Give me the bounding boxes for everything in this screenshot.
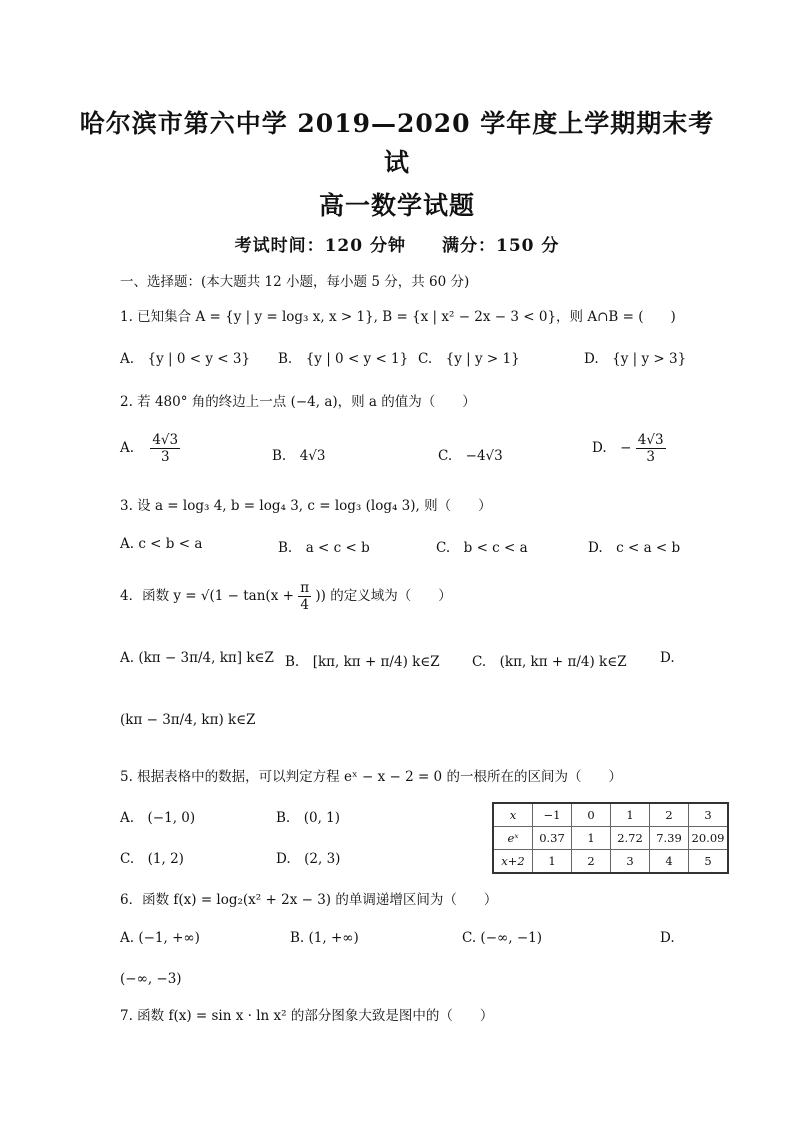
q4-option-d-label: D. [660, 650, 675, 666]
q1-option-b: B. {y | 0 < y < 1} [278, 351, 409, 367]
q5-option-b: B. (0, 1) [276, 810, 341, 826]
q2-option-d-denominator: 3 [646, 449, 655, 465]
q5-option-a: A. (−1, 0) [120, 810, 196, 826]
table-cell: 1 [572, 827, 611, 850]
table-cell: eˣ [493, 827, 533, 850]
table-cell: x [493, 803, 533, 827]
q6-option-d: (−∞, −3) [120, 971, 182, 987]
q3-option-b: B. a < c < b [278, 540, 370, 556]
table-cell: 5 [689, 850, 729, 874]
q3-stem: 3. 设 a = log₃ 4, b = log₄ 3, c = log₃ (log₄ 3), 则（ ） [120, 498, 492, 514]
q5-stem: 5. 根据表格中的数据，可以判定方程 eˣ − x − 2 = 0 的一根所在的区间为（ ） [120, 769, 622, 785]
q6-stem: 6．函数 f(x) = log₂(x² + 2x − 3) 的单调递增区间为（ ） [120, 892, 498, 908]
table-cell: 20.09 [689, 827, 729, 850]
table-row [493, 803, 728, 827]
q2-option-c: C. −4√3 [438, 448, 503, 464]
q4-stem-post: )) 的定义域为（ ） [315, 588, 452, 604]
q6-option-b: B. (1, +∞) [290, 930, 359, 946]
q1-option-a: A. {y | 0 < y < 3} [120, 351, 251, 367]
q4-stem-fraction [298, 580, 311, 613]
q5-option-d: D. (2, 3) [276, 851, 341, 867]
table-cell: 2 [650, 803, 689, 827]
q4-stem-numerator: π [300, 580, 310, 596]
q2-option-a-numerator: 4√3 [152, 432, 179, 448]
table-cell: 3 [611, 850, 650, 874]
q4-stem-denominator: 4 [300, 597, 309, 613]
table-cell: x+2 [493, 850, 533, 874]
q3-option-a: A. c < b < a [120, 536, 203, 552]
exam-title-line2: 试 [383, 148, 410, 177]
q4-option-b: B. [kπ, kπ + π/4) k∈Z [285, 654, 440, 670]
q3-option-d: D. c < a < b [588, 540, 681, 556]
q2-stem: 2. 若 480° 角的终边上一点 (−4, a)，则 a 的值为（ ） [120, 394, 476, 410]
q3-option-c: C. b < c < a [436, 540, 528, 556]
q2-option-a-label: A. [120, 440, 135, 456]
q2-option-a-fraction [150, 432, 180, 465]
exam-title-line1: 哈尔滨市第六中学 2019—2020 学年度上学期期末考 [79, 109, 715, 138]
table-cell: 0.37 [533, 827, 572, 850]
q4-stem-pre: 4．函数 y = √(1 − tan(x + [120, 588, 299, 604]
table-cell: 0 [572, 803, 611, 827]
q2-option-d-label: D. − [592, 440, 632, 456]
table-cell: 2.72 [611, 827, 650, 850]
table-row [493, 827, 728, 850]
q1-option-c: C. {y | y > 1} [418, 351, 520, 367]
section-heading: 一、选择题：(本大题共 12 小题，每小题 5 分，共 60 分) [120, 274, 470, 290]
table-cell: 7.39 [650, 827, 689, 850]
q7-stem: 7. 函数 f(x) = sin x · ln x² 的部分图象大致是图中的（ ） [120, 1008, 494, 1024]
q2-option-d [592, 432, 666, 465]
q2-option-a-denominator: 3 [160, 449, 170, 465]
table-cell: 3 [689, 803, 729, 827]
q4-stem [120, 580, 452, 613]
q4-option-d: (kπ − 3π/4, kπ) k∈Z [120, 712, 256, 728]
q5-option-c: C. (1, 2) [120, 851, 184, 867]
q6-option-c: C. (−∞, −1) [462, 930, 543, 946]
table-cell: 1 [533, 850, 572, 874]
table-cell: 1 [611, 803, 650, 827]
q2-option-b: B. 4√3 [272, 448, 326, 464]
exam-subtitle: 高一数学试题 [318, 191, 475, 220]
q1-stem: 1. 已知集合 A = {y | y = log₃ x, x > 1}, B = {x | x² − 2x − 3 < 0}，则 A∩B = ( ) [120, 309, 676, 325]
q5-data-table [492, 802, 729, 874]
q4-option-a: A. (kπ − 3π/4, kπ] k∈Z [120, 650, 274, 666]
q4-option-c: C. (kπ, kπ + π/4) k∈Z [472, 654, 627, 670]
q2-option-d-fraction [636, 432, 666, 465]
q2-option-a [120, 432, 180, 465]
table-row [493, 850, 728, 874]
exam-time-score: 考试时间：120 分钟 满分：150 分 [234, 236, 560, 256]
table-cell: 2 [572, 850, 611, 874]
q1-option-d: D. {y | y > 3} [584, 351, 687, 367]
table-cell: 4 [650, 850, 689, 874]
q6-option-a: A. (−1, +∞) [120, 930, 200, 946]
q6-option-d-label: D. [660, 930, 675, 946]
q2-option-d-numerator: 4√3 [637, 432, 664, 448]
table-cell: −1 [533, 803, 572, 827]
